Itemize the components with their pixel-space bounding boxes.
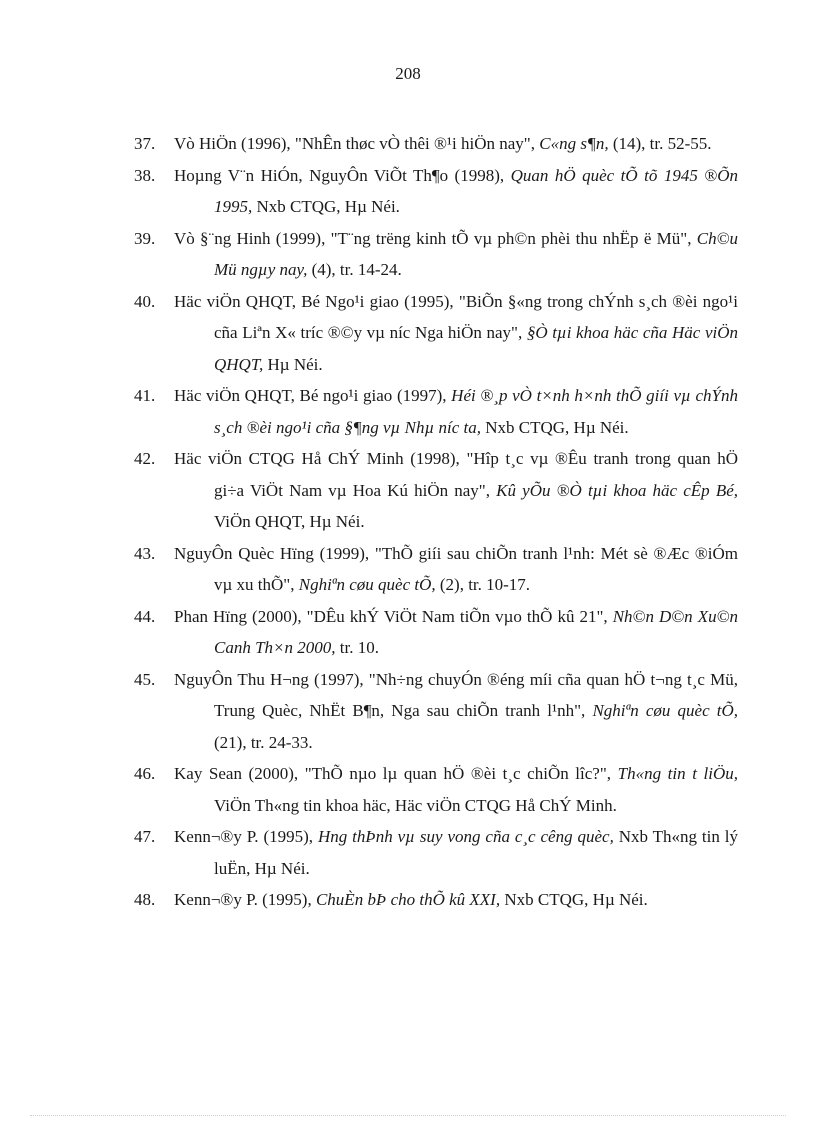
reference-segment: Vò HiÖn (1996), "NhÊn thøc vÒ thêi ®¹i hiÖn nay", (174, 134, 540, 153)
reference-segment: tr. 10. (335, 638, 379, 657)
reference-segment: Hoµng V¨n HiÓn, NguyÔn ViÕt Th¶o (1998), (174, 165, 511, 185)
reference-title-italic: Hng thÞnh vµ suy vong cña c¸c cêng quèc, (317, 827, 614, 846)
reference-number: 41. (134, 386, 156, 405)
reference-list (0, 128, 816, 916)
reference-title-italic: ChuÈn bÞ cho thÕ kû XXI, (315, 890, 501, 909)
reference-title-italic: Nh©n D©n Xu©n Canh Th×n 2000, (214, 606, 739, 657)
page-bottom-divider (30, 1115, 786, 1116)
reference-text (174, 223, 738, 286)
reference-number: 44. (134, 606, 156, 626)
reference-text (174, 821, 738, 884)
reference-number: 39. (134, 228, 156, 248)
reference-segment: (14), tr. 52-55. (608, 134, 712, 153)
reference-text (174, 286, 738, 381)
reference-segment: ViÖn Th«ng tin khoa häc, Häc viÖn CTQG Hå ChÝ Minh. (214, 795, 617, 815)
reference-number: 37. (134, 134, 156, 153)
reference-title-italic: Ch©u Mü ngµy nay, (214, 228, 738, 279)
reference-segment: Nxb CTQG, Hµ Néi. (500, 890, 648, 909)
reference-title-italic: Nghiªn cøu quèc tÕ, (592, 701, 739, 720)
reference-item (0, 538, 816, 601)
reference-item (0, 380, 816, 443)
reference-title-italic: C«ng s¶n, (539, 134, 609, 153)
reference-item (0, 286, 816, 381)
reference-text (174, 601, 739, 664)
reference-text (174, 160, 738, 223)
reference-text (174, 443, 739, 538)
reference-item (0, 664, 816, 759)
reference-number: 38. (134, 165, 156, 185)
reference-number: 43. (134, 543, 156, 563)
reference-title-italic: §Ò tµi khoa häc cña Häc viÖn QHQT, (214, 323, 738, 374)
reference-title-italic: Th«ng tin t liÖu, (617, 764, 738, 783)
reference-item (0, 601, 816, 664)
reference-segment: Nxb CTQG, Hµ Néi. (252, 197, 400, 216)
reference-segment: (21), tr. 24-33. (214, 732, 313, 752)
reference-title-italic: Quan hÖ quèc tÕ tõ 1945 ®Õn 1995, (214, 165, 738, 216)
reference-item (0, 821, 816, 884)
reference-segment: Kenn¬®y P. (1995), (174, 890, 316, 909)
reference-segment: Kay Sean (2000), "ThÕ nµo lµ quan hÖ ®èi t¸c chiÕn lîc?", (174, 764, 618, 783)
reference-segment: NguyÔn Thu H¬ng (1997), "Nh÷ng chuyÓn ®éng míi cña quan hÖ t¬ng t¸c Mü, Trung Quèc, NhËt B¶n, Nga sau chiÕn tranh l¹nh", (174, 669, 738, 720)
reference-item (0, 758, 816, 821)
reference-text (174, 128, 738, 160)
reference-number: 46. (134, 764, 156, 783)
reference-segment: Vò §¨ng Hinh (1999), "T¨ng trëng kinh tÕ vµ ph©n phèi thu nhËp ë Mü", (174, 228, 697, 248)
reference-segment: Häc viÖn QHQT, Bé Ngo¹i giao (1995), "BiÕn §«ng trong chÝnh s¸ch ®èi ngo¹i cña Liªn X« tríc ®©y vµ níc Nga hiÖn nay", (174, 291, 738, 342)
reference-number: 47. (134, 827, 156, 846)
reference-text (174, 758, 738, 821)
reference-segment: Häc viÖn CTQG Hå ChÝ Minh (1998), "Hîp t¸c vµ ®Êu tranh trong quan hÖ gi÷a ViÖt Nam vµ Hoa Kú hiÖn nay", (174, 449, 738, 500)
reference-title-italic: Nghiªn cøu quèc tÕ, (298, 575, 436, 594)
reference-number: 48. (134, 890, 156, 909)
reference-segment: Nxb Th«ng tin lý luËn, Hµ Néi. (214, 827, 738, 878)
reference-item (0, 160, 816, 223)
reference-text (174, 884, 738, 916)
reference-text (174, 664, 739, 759)
reference-item (0, 443, 816, 538)
reference-segment: Phan Hïng (2000), "DÊu khÝ ViÖt Nam tiÕn vµo thÕ kû 21", (174, 606, 613, 626)
reference-number: 42. (134, 449, 156, 468)
reference-segment: Häc viÖn QHQT, Bé ngo¹i giao (1997), (174, 386, 452, 405)
reference-item (0, 884, 816, 916)
reference-number: 45. (134, 669, 156, 689)
reference-segment: (2), tr. 10-17. (435, 575, 531, 594)
reference-text (174, 380, 738, 443)
reference-text (174, 538, 738, 601)
reference-title-italic: Kû yÕu ®Ò tµi khoa häc cÊp Bé, (496, 480, 739, 500)
reference-segment: NguyÔn Quèc Hïng (1999), "ThÕ giíi sau chiÕn tranh l¹nh: Mét sè ®Æc ®iÓm vµ xu thÕ", (174, 543, 738, 594)
reference-segment: (4), tr. 14-24. (307, 260, 402, 279)
reference-number: 40. (134, 291, 156, 311)
reference-segment: ViÖn QHQT, Hµ Néi. (214, 512, 365, 531)
reference-item (0, 128, 816, 160)
page-number: 208 (395, 64, 421, 83)
reference-segment: Hµ Néi. (263, 354, 323, 374)
reference-item (0, 223, 816, 286)
reference-segment: Kenn¬®y P. (1995), (174, 827, 318, 846)
reference-title-italic: Héi ®¸p vÒ t×nh h×nh thÕ giíi vµ chÝnh s¸ch ®èi ngo¹i cña §¶ng vµ Nhµ níc ta, (214, 386, 738, 437)
reference-segment: Nxb CTQG, Hµ Néi. (480, 417, 629, 437)
